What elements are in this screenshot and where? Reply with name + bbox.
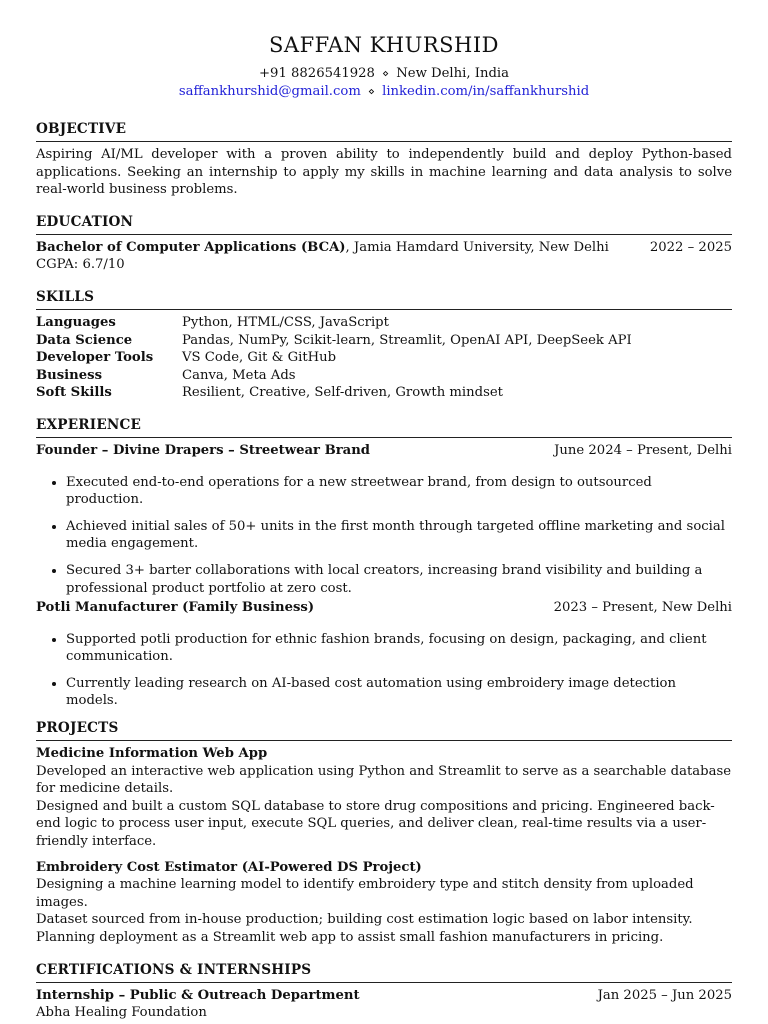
bullet-item: • Executed end-to-end operations for a new streetwear brand, from design to outsourced production.: [66, 474, 732, 509]
skill-label: Data Science: [36, 332, 133, 348]
project-line: Planning deployment as a Streamlit web app to assist small fashion manufacturers in pricing.: [36, 930, 664, 945]
skill-label: Developer Tools: [36, 350, 154, 366]
certification-row: [36, 987, 732, 1005]
section-title-skills: SKILLS: [36, 288, 732, 310]
project-line: Designing a machine learning model to identify embroidery type and stitch density from uploaded images.: [36, 877, 694, 910]
location: New Delhi, India: [396, 66, 509, 81]
project-item: [36, 859, 732, 947]
skill-label: Soft Skills: [36, 385, 112, 401]
education-section: [36, 213, 732, 274]
project-line: Dataset sourced from in-house production; building cost estimation logic based on labor intensity.: [36, 912, 693, 928]
education-degree-line: [36, 239, 609, 257]
skill-value: Python, HTML/CSS, JavaScript: [182, 314, 389, 330]
certifications-section: [36, 961, 732, 1022]
section-title-objective: OBJECTIVE: [36, 120, 732, 142]
education-cgpa: CGPA: 6.7/10: [36, 257, 125, 273]
bullet-item: • Currently leading research on AI-based cost automation using embroidery image detection models.: [66, 675, 732, 710]
skill-value: Resilient, Creative, Self-driven, Growth mindset: [182, 385, 503, 401]
job-role: Founder – Divine Drapers – Streetwear Brand: [36, 442, 371, 458]
project-line: Designed and built a custom SQL database to store drug compositions and pricing. Engineered back-end logic to process user input, execute SQL queries, and deliver clean, real-time results via a user-friendly interface.: [36, 798, 715, 850]
bullet-item: • Supported potli production for ethnic fashion brands, focusing on design, packaging, and client communication.: [66, 631, 732, 666]
job-header: [36, 442, 732, 460]
skill-value: VS Code, Git & GitHub: [182, 350, 337, 366]
email-link[interactable]: saffankhurshid@gmail.com: [178, 84, 361, 99]
project-item: [36, 745, 732, 851]
contact-line-1: [36, 65, 732, 83]
skills-grid: [36, 314, 732, 402]
skill-value: Canva, Meta Ads: [182, 367, 296, 383]
project-line: Developed an interactive web application using Python and Streamlit to serve as a searchable database for medicine details.: [36, 763, 732, 797]
bullet-item: • Secured 3+ barter collaborations with local creators, increasing brand visibility and building a professional product portfolio at zero cost.: [66, 562, 732, 597]
skill-value: Pandas, NumPy, Scikit-learn, Streamlit, OpenAI API, DeepSeek API: [182, 332, 632, 348]
section-title-projects: PROJECTS: [36, 719, 732, 741]
project-name: Medicine Information Web App: [36, 746, 268, 762]
job-header: [36, 599, 732, 617]
certification-dates: Jan 2025 – Jun 2025: [597, 987, 732, 1003]
diamond-separator-icon: ⋄: [368, 85, 375, 98]
candidate-name: SAFFAN KHURSHID: [269, 33, 499, 57]
institution: , Jamia Hamdard University, New Delhi: [345, 239, 609, 255]
job-bullets: [36, 474, 732, 598]
degree-name: Bachelor of Computer Applications (BCA): [36, 239, 346, 255]
linkedin-link[interactable]: linkedin.com/in/saffankhurshid: [382, 84, 590, 99]
section-title-education: EDUCATION: [36, 213, 732, 235]
skill-label: Business: [36, 367, 102, 383]
diamond-separator-icon: ⋄: [382, 67, 390, 80]
project-name: Embroidery Cost Estimator (AI-Powered DS Project): [36, 859, 422, 875]
job-bullets: [36, 631, 732, 710]
education-dates: 2022 – 2025: [649, 239, 732, 255]
experience-section: [36, 416, 732, 710]
objective-text: Aspiring AI/ML developer with a proven ability to independently build and deploy Python-based applications. Seeking an internship to apply my skills in machine learning and data analysis to solve real-world business problems.: [36, 147, 732, 198]
resume-header: [36, 0, 732, 101]
education-row: [36, 239, 732, 257]
job-dates: 2023 – Present, New Delhi: [553, 600, 732, 616]
projects-section: [36, 719, 732, 947]
job-role: Potli Manufacturer (Family Business): [36, 600, 315, 616]
certification-role: Internship – Public & Outreach Department: [36, 987, 360, 1003]
certification-org: Abha Healing Foundation: [36, 1005, 207, 1021]
objective-section: [36, 120, 732, 199]
section-title-certifications: CERTIFICATIONS & INTERNSHIPS: [36, 961, 732, 983]
phone-number: +91 8826541928: [259, 66, 375, 81]
contact-line-2: [36, 83, 732, 101]
section-title-experience: EXPERIENCE: [36, 416, 732, 438]
skill-label: Languages: [36, 314, 116, 330]
bullet-item: • Achieved initial sales of 50+ units in the first month through targeted offline marketing and social media engagement.: [66, 518, 732, 553]
skills-section: [36, 288, 732, 402]
job-dates: June 2024 – Present, Delhi: [554, 442, 732, 458]
